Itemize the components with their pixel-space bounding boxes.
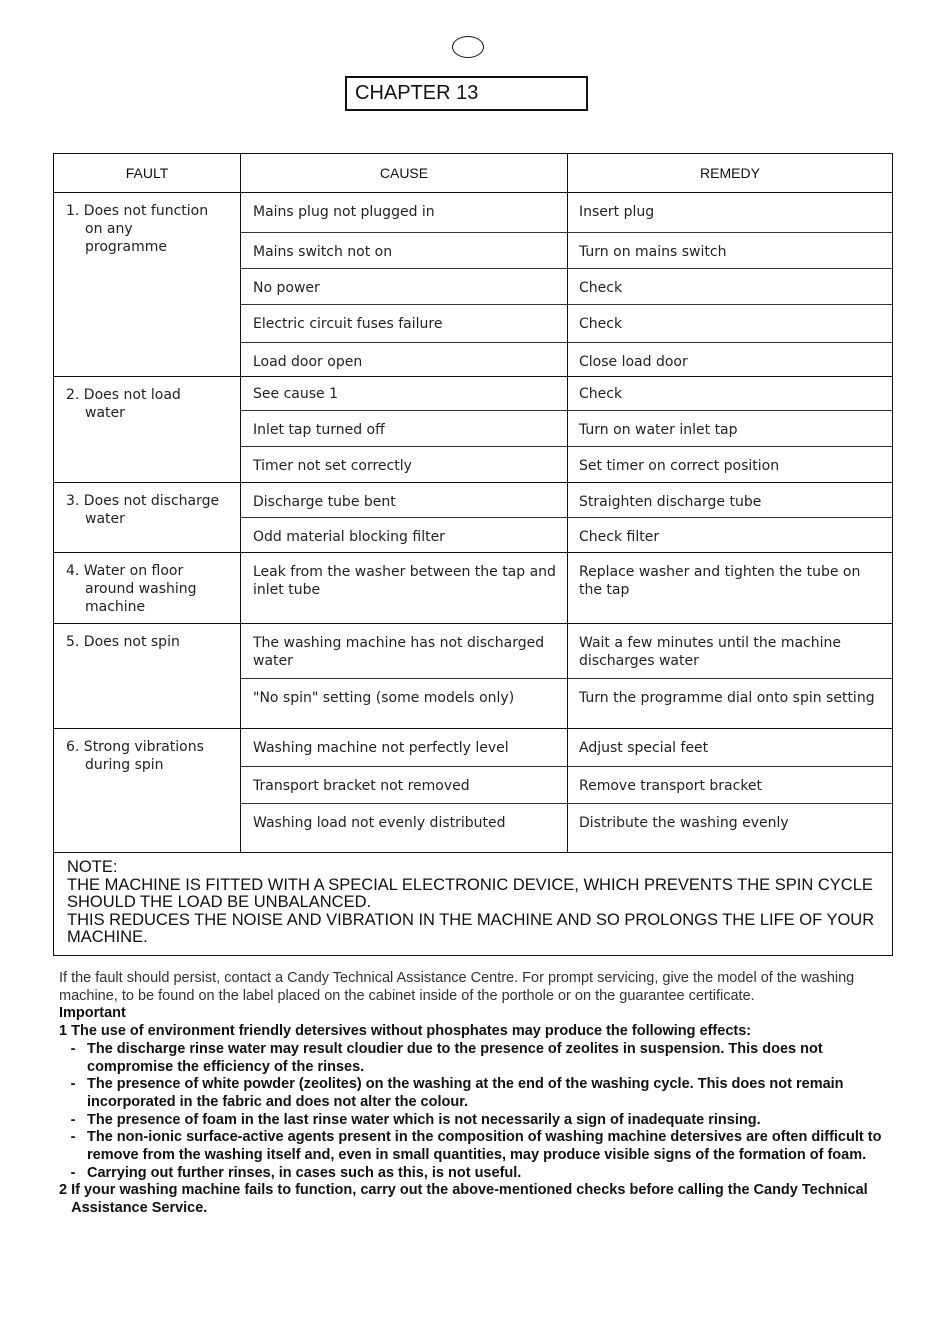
header-cause: CAUSE [241,154,568,192]
point-number: 2 [59,1182,68,1199]
remedy-cell: Check [579,316,623,332]
remedy-cell: Check [579,386,623,402]
cause-cell: No power [241,269,568,304]
remedy-cell: Turn on mains switch [579,244,727,260]
fault-cell [54,553,241,623]
table-row [241,483,892,518]
bullet-text: The presence of white powder (zeolites) on the washing at the end of the washing cycle. This does not remain incorporated in the fabric and does not alter the colour. [87,1076,844,1110]
important-heading: Important [59,1005,126,1022]
header-fault: FAULT [54,154,241,192]
remedy-cell: Adjust special feet [579,740,709,756]
note-label: NOTE: [67,858,118,876]
fault-group [54,729,892,853]
bullet-item: - The discharge rinse water may result cloudier due to the presence of zeolites in suspension. This does not compromise the efficiency of the rinses. [59,1041,893,1076]
fault-group [54,483,892,553]
cause-cell: See cause 1 [241,377,568,410]
note-text: THIS REDUCES THE NOISE AND VIBRATION IN THE MACHINE AND SO PROLONGS THE LIFE OF YOUR MACHINE. [67,910,875,946]
remedy-cell: Turn on water inlet tap [579,422,738,438]
table-row [241,804,892,852]
table-row [241,377,892,411]
footer-section [59,970,893,1218]
fault-cell [54,729,241,852]
remedy-cell: Insert plug [579,204,655,220]
persist-paragraph: If the fault should persist, contact a Candy Technical Assistance Centre. For prompt servicing, give the model of the washing machine, to be found on the label placed on the cabinet inside of the porthole or on the guarantee certificate. [59,970,855,1004]
cause-cell: Mains plug not plugged in [241,193,568,232]
remedy-cell: Distribute the washing evenly [579,815,789,831]
remedy-cell: Remove transport bracket [579,778,763,794]
fault-group [54,193,892,377]
cause-cell: Inlet tap turned off [241,411,568,446]
fault-text: programme [85,239,168,255]
table-row [241,767,892,804]
fault-text: machine [85,599,146,615]
cause-cell: Discharge tube bent [241,483,568,517]
note-text: THE MACHINE IS FITTED WITH A SPECIAL ELECTRONIC DEVICE, WHICH PREVENTS THE SPIN CYCLE SHOULD THE LOAD BE UNBALANCED. [67,875,873,911]
language-marker-oval [452,36,484,58]
cause-cell: Washing machine not perfectly level [241,729,568,766]
fault-cell [54,193,241,376]
fault-text: around washing [85,581,197,597]
header-remedy: REMEDY [700,165,760,181]
cause-cell: Washing load not evenly distributed [241,804,568,852]
chapter-title: CHAPTER 13 [345,76,588,111]
remedy-cell: Wait a few minutes until the machine discharges water [579,635,842,669]
table-row [241,553,892,623]
point-text: If your washing machine fails to function, carry out the above-mentioned checks before calling the Candy Technical Assistance Service. [71,1182,868,1217]
bullet-text: The presence of foam in the last rinse water which is not necessarily a sign of inadequate rinsing. [87,1111,761,1128]
remedy-cell: Check filter [579,529,660,545]
table-row [241,193,892,233]
cause-cell: Odd material blocking filter [241,518,568,552]
fault-text: during spin [85,757,164,773]
fault-cell [54,377,241,482]
note-box [54,853,892,955]
fault-text: 4. Water on floor [66,563,184,579]
cause-cell: The washing machine has not discharged water [241,624,568,678]
bullet-item: - The presence of foam in the last rinse water which is not necessarily a sign of inadequate rinsing. [70,1111,761,1128]
bullet-item: - The presence of white powder (zeolites) on the washing at the end of the washing cycle. This does not remain incorporated in the fabric and does not alter the colour. [59,1076,893,1111]
fault-group [54,553,892,624]
fault-cell [54,483,241,552]
numbered-point [59,1182,893,1217]
bullet-item: - The non-ionic surface-active agents present in the composition of washing machine detersives are often difficult to remove from the washing itself and, even in small quantities, may produce visible signs of the formation of foam. [59,1129,893,1164]
fault-text: 3. Does not discharge [66,493,220,509]
fault-cell [54,624,241,728]
numbered-point [59,1023,893,1041]
table-row [241,518,892,552]
cause-cell: Transport bracket not removed [241,767,568,803]
bullet-text: The discharge rinse water may result cloudier due to the presence of zeolites in suspension. This does not compromise the efficiency of the rinses. [87,1040,823,1075]
table-row [241,305,892,343]
table-row [241,411,892,447]
fault-text: 1. Does not function [66,203,209,219]
table-row [241,233,892,269]
bullet-item: - Carrying out further rinses, in cases such as this, is not useful. [70,1164,522,1181]
fault-text: 2. Does not load [66,387,181,403]
fault-group [54,624,892,729]
table-row [241,343,892,376]
cause-cell: Electric circuit fuses failure [241,305,568,342]
remedy-cell: Turn the programme dial onto spin setting [579,690,875,706]
cause-cell: Mains switch not on [241,233,568,268]
fault-group [54,377,892,483]
bullet-text: The non-ionic surface-active agents present in the composition of washing machine detersives are often difficult to remove from the washing itself and, even in small quantities, may produce visible signs of the formation of foam. [87,1129,882,1164]
point-text: The use of environment friendly detersives without phosphates may produce the following effects: [71,1023,752,1040]
remedy-cell: Set timer on correct position [579,458,780,474]
cause-cell: Leak from the washer between the tap and inlet tube [241,553,568,623]
remedy-cell: Straighten discharge tube [579,494,762,510]
fault-text: water [85,405,125,421]
remedy-cell: Replace washer and tighten the tube on the tap [579,564,861,598]
fault-text: 6. Strong vibrations [66,739,204,755]
remedy-cell: Close load door [579,354,688,370]
table-row [241,269,892,305]
table-row [241,679,892,728]
troubleshooting-table [53,153,893,956]
fault-text: on any [85,221,133,237]
table-row [241,447,892,482]
remedy-cell: Check [579,280,623,296]
cause-cell: "No spin" setting (some models only) [241,679,568,728]
table-row [241,729,892,767]
bullet-text: Carrying out further rinses, in cases such as this, is not useful. [87,1164,522,1181]
table-row [241,624,892,679]
point-number: 1 [59,1023,68,1040]
cause-cell: Load door open [241,343,568,376]
fault-text: water [85,511,125,527]
fault-text: 5. Does not spin [66,634,180,650]
table-header [54,154,892,193]
cause-cell: Timer not set correctly [241,447,568,482]
